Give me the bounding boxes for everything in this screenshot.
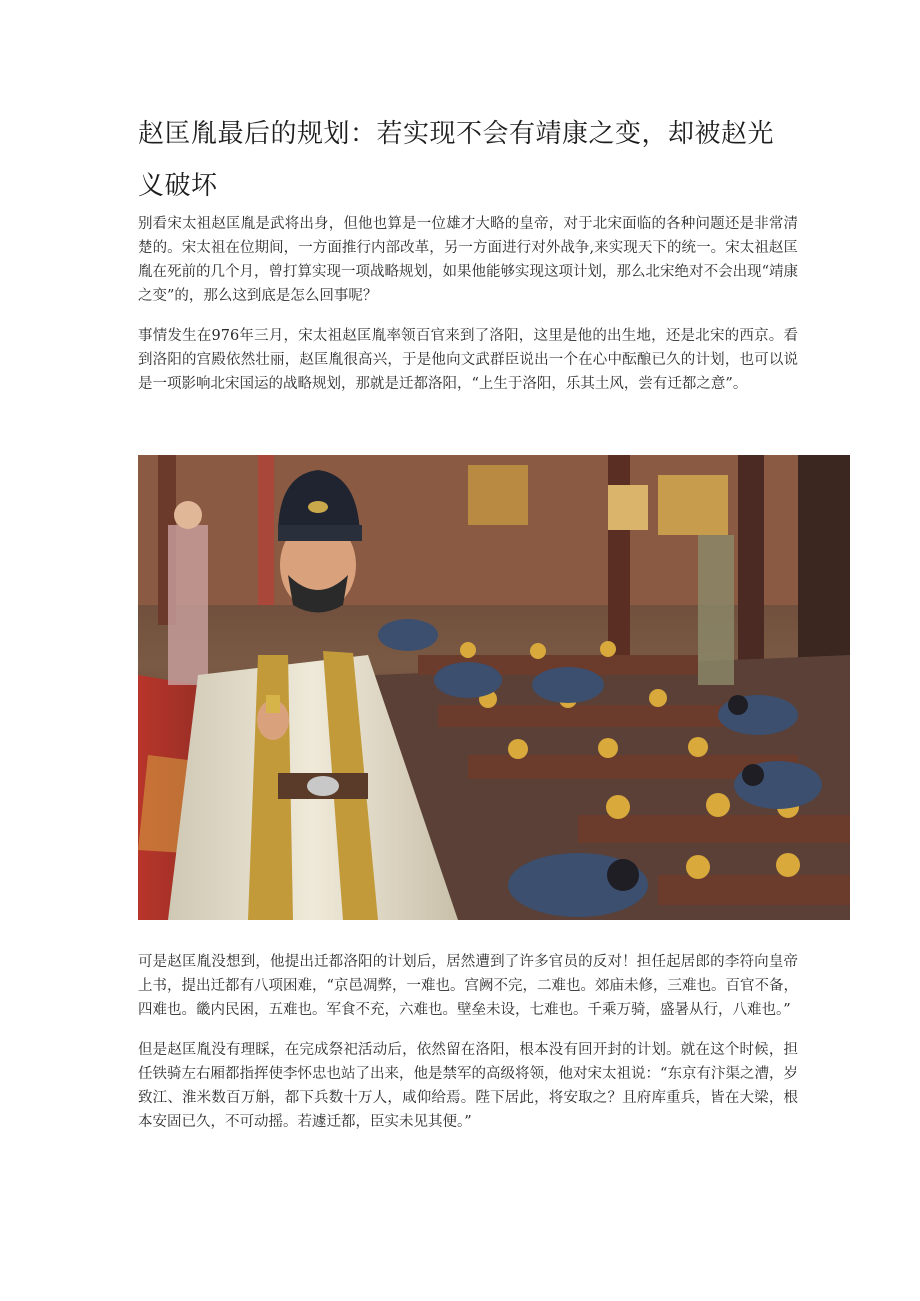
paragraph-2: 事情发生在976年三月，宋太祖赵匡胤率领百官来到了洛阳，这里是他的出生地，还是北宋的西京。看到洛阳的宫殿依然壮丽，赵匡胤很高兴，于是他向文武群臣说出一个在心中酝酿已久的计划，也可以说是一项影响北宋国运的战略规划，那就是迁都洛阳，“上生于洛阳，乐其土风，尝有迁都之意”。: [138, 328, 798, 392]
paragraph-3: 可是赵匡胤没想到，他提出迁都洛阳的计划后，居然遭到了许多官员的反对！担任起居郎的李符向皇帝上书，提出迁都有八项困难，“京邑凋弊，一难也。宫阙不完，二难也。郊庙未修，三难也。百官不备，四难也。畿内民困，五难也。军食不充，六难也。壁垒未设，七难也。千乘万骑，盛暑从行，八难也。”: [138, 954, 798, 1018]
article-lower: [138, 950, 798, 1134]
article-upper: [138, 108, 798, 396]
paragraph-4: 但是赵匡胤没有理睬，在完成祭祀活动后，依然留在洛阳，根本没有回开封的计划。就在这个时候，担任铁骑左右厢都指挥使李怀忠也站了出来，他是禁军的高级将领，他对宋太祖说：“东京有汴渠之漕，岁致江、淮米数百万斛，都下兵数十万人，咸仰给焉。陛下居此，将安取之？且府库重兵，皆在大梁，根本安固已久，不可动摇。若遽迁都，臣实未见其便。”: [138, 1042, 798, 1130]
article-photo: [138, 455, 850, 920]
paragraph-1: 别看宋太祖赵匡胤是武将出身，但他也算是一位雄才大略的皇帝，对于北宋面临的各种问题还是非常清楚的。宋太祖在位期间，一方面推行内部改革，另一方面进行对外战争,来实现天下的统一。宋太祖赵匡胤在死前的几个月，曾打算实现一项战略规划，如果他能够实现这项计划，那么北宋绝对不会出现“靖康之变”的，那么这到底是怎么回事呢？: [138, 216, 798, 304]
article-title: 赵匡胤最后的规划：若实现不会有靖康之变，却被赵光义破坏: [138, 119, 775, 201]
court-scene-illustration: [138, 455, 850, 920]
